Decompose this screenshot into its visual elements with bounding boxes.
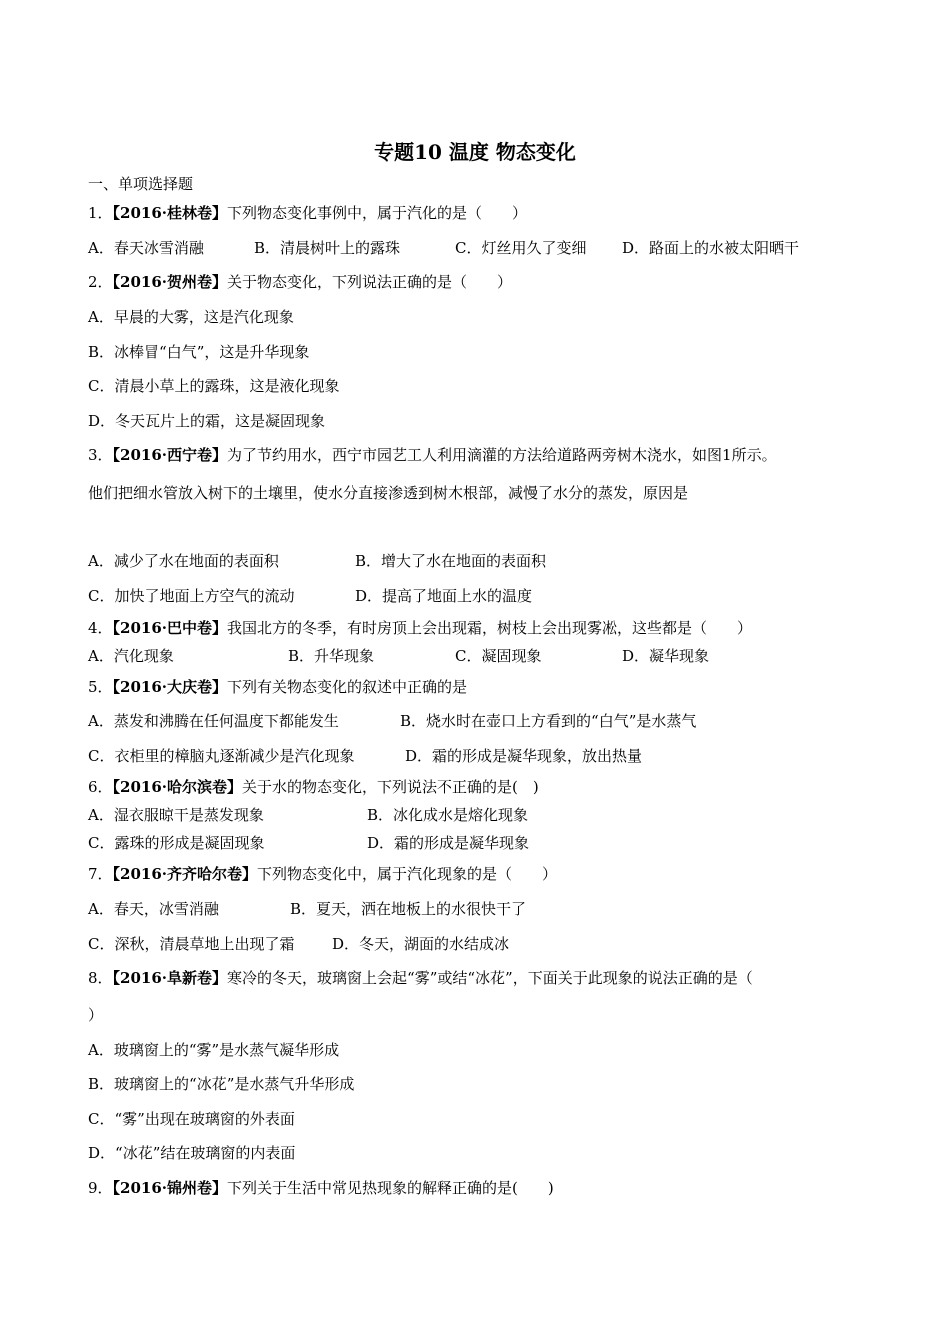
question-source: 【2016·哈尔滨卷】 [112,778,243,796]
question-number: 8． [88,969,113,987]
question-source: 【2016·西宁卷】 [112,446,228,464]
option-b: B．烧水时在壶口上方看到的“白气”是水蒸气 [400,712,697,730]
question-stem-continued: 他们把细水管放入树下的土壤里，使水分直接渗透到树木根部，减慢了水分的蒸发，原因是 [88,484,689,502]
question-stem: 下列关于生活中常见热现象的解释正确的是( ) [227,1179,554,1197]
option-d: D．霜的形成是凝华现象，放出热量 [405,747,643,765]
option-c: C．“雾”出现在玻璃窗的外表面 [88,1110,295,1128]
question-number: 1． [88,204,113,222]
page-title: 专题10 温度 物态变化 [374,140,576,164]
option-a: A．汽化现象 [88,647,174,665]
question-2 [88,271,512,293]
question-5 [88,676,467,698]
question-3 [88,444,777,466]
question-stem: 关于水的物态变化，下列说法不正确的是( ) [242,778,539,796]
question-stem: 寒冷的冬天，玻璃窗上会起“雾”或结“冰花”，下面关于此现象的说法正确的是（ [227,969,753,987]
question-8 [88,967,753,989]
question-source: 【2016·齐齐哈尔卷】 [112,865,258,883]
option-a: A．湿衣服晾干是蒸发现象 [88,806,264,824]
option-d: D．冬天瓦片上的霜，这是凝固现象 [88,412,326,430]
question-6 [88,776,539,798]
question-stem: 我国北方的冬季，有时房顶上会出现霜，树枝上会出现雾凇，这些都是（ ） [227,619,753,637]
option-b: B．夏天，洒在地板上的水很快干了 [290,900,527,918]
question-number: 5． [88,678,113,696]
option-b: B．清晨树叶上的露珠 [254,239,401,257]
option-a: A．减少了水在地面的表面积 [88,552,279,570]
option-c: C．露珠的形成是凝固现象 [88,834,265,852]
option-b: B．增大了水在地面的表面积 [355,552,547,570]
section-heading: 一、单项选择题 [88,175,194,193]
option-d: D．凝华现象 [622,647,710,665]
option-c: C．灯丝用久了变细 [455,239,587,257]
question-stem-continued: ） [88,1006,104,1024]
question-number: 4． [88,619,113,637]
option-a: A．春天，冰雪消融 [88,900,219,918]
question-source: 【2016·贺州卷】 [112,273,228,291]
question-stem: 下列有关物态变化的叙述中正确的是 [227,678,468,696]
question-stem: 下列物态变化事例中，属于汽化的是（ ） [227,204,528,222]
option-c: C．清晨小草上的露珠，这是液化现象 [88,377,340,395]
question-stem: 下列物态变化中，属于汽化现象的是（ ） [257,865,558,883]
question-number: 7． [88,865,113,883]
option-c: C．深秋，清晨草地上出现了霜 [88,935,295,953]
option-a: A．春天冰雪消融 [88,239,204,257]
question-stem: 关于物态变化，下列说法正确的是（ ） [227,273,513,291]
option-a: A．蒸发和沸腾在任何温度下都能发生 [88,712,339,730]
question-4 [88,617,752,639]
question-source: 【2016·锦州卷】 [112,1179,228,1197]
option-d: D．冬天，湖面的水结成冰 [332,935,510,953]
option-c: C．加快了地面上方空气的流动 [88,587,295,605]
question-number: 9． [88,1179,113,1197]
option-c: C．衣柜里的樟脑丸逐渐减少是汽化现象 [88,747,355,765]
question-stem: 为了节约用水，西宁市园艺工人利用滴灌的方法给道路两旁树木浇水，如图1所示。 [227,446,777,464]
question-number: 6． [88,778,113,796]
question-source: 【2016·阜新卷】 [112,969,228,987]
question-7 [88,863,557,885]
option-b: B．玻璃窗上的“冰花”是水蒸气升华形成 [88,1075,355,1093]
option-a: A．早晨的大雾，这是汽化现象 [88,308,294,326]
option-a: A．玻璃窗上的“雾”是水蒸气凝华形成 [88,1041,340,1059]
question-source: 【2016·巴中卷】 [112,619,228,637]
option-b: B．冰棒冒“白气”，这是升华现象 [88,343,310,361]
option-d: D．“冰花”结在玻璃窗的内表面 [88,1144,296,1162]
option-d: D．路面上的水被太阳晒干 [622,239,800,257]
option-b: B．冰化成水是熔化现象 [367,806,529,824]
question-number: 3． [88,446,113,464]
option-d: D．霜的形成是凝华现象 [367,834,530,852]
question-9 [88,1177,554,1199]
question-source: 【2016·大庆卷】 [112,678,228,696]
question-1 [88,202,527,224]
question-number: 2． [88,273,113,291]
option-d: D．提高了地面上水的温度 [355,587,533,605]
option-b: B．升华现象 [288,647,375,665]
option-c: C．凝固现象 [455,647,542,665]
question-source: 【2016·桂林卷】 [112,204,228,222]
